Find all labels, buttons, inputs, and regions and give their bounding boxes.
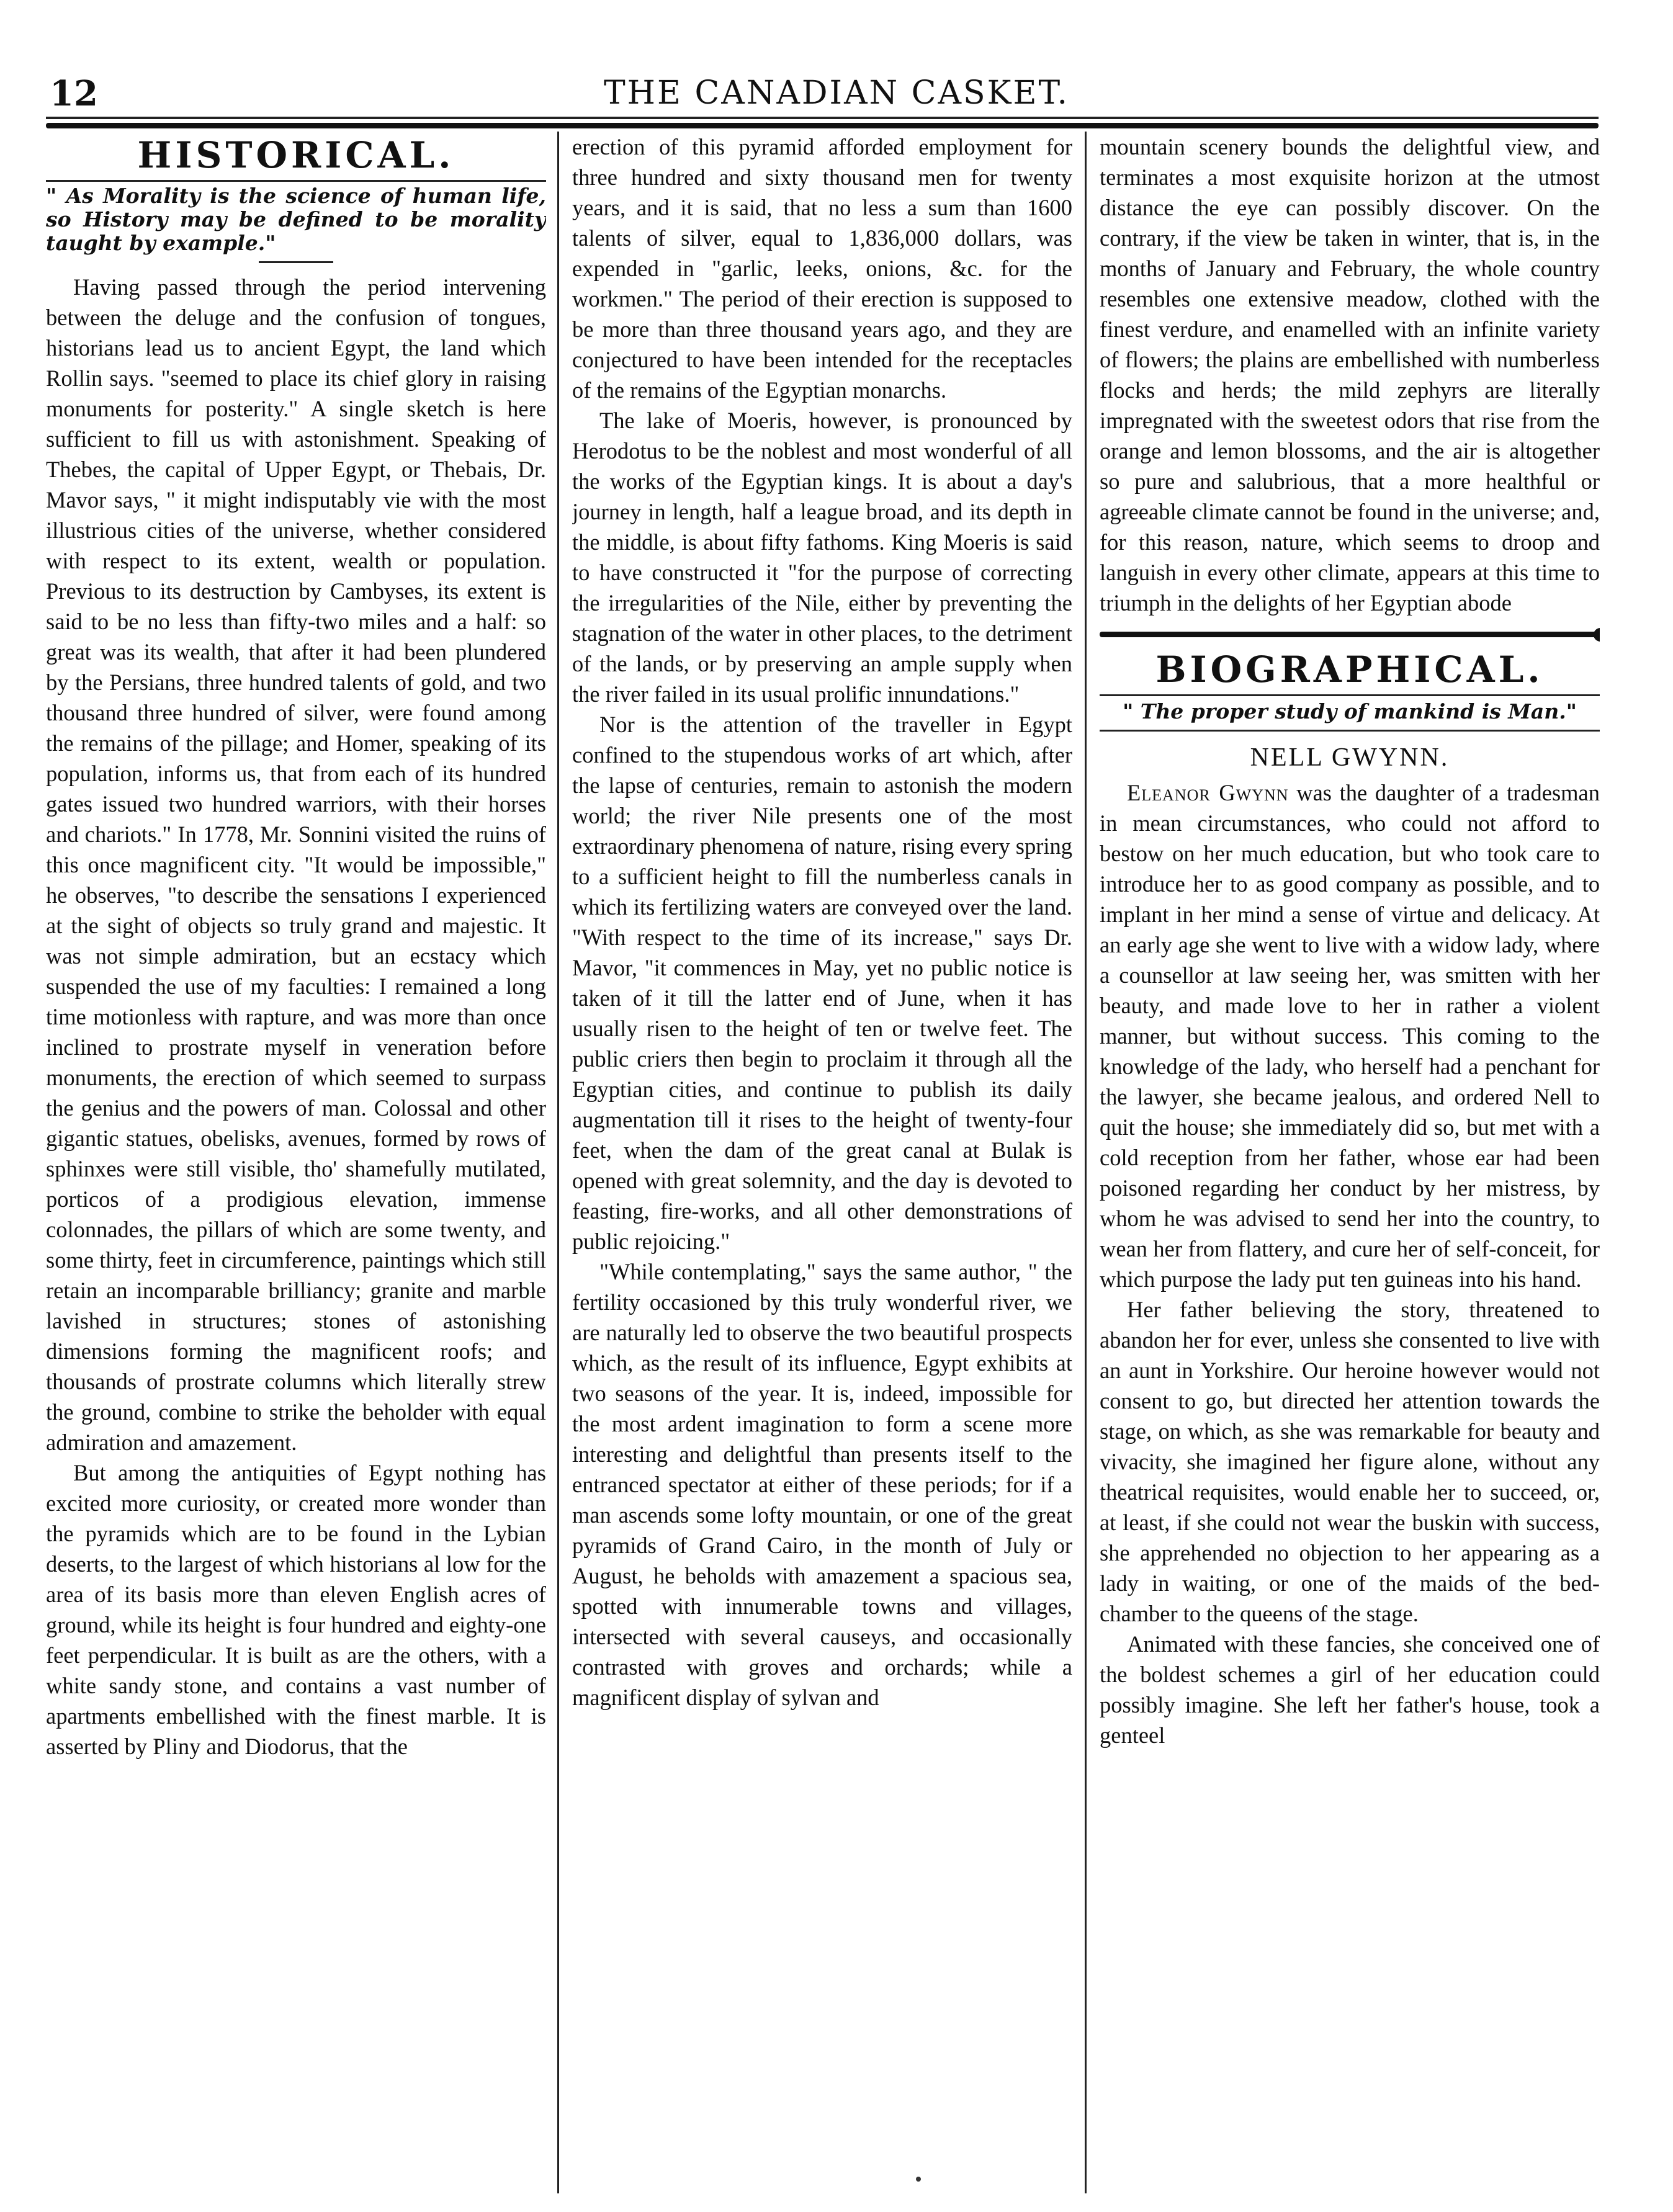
motto-separator <box>259 261 333 263</box>
historical-paragraph-5: Nor is the attention of the traveller in Egypt confined to the stupendous works of art which, after the lapse of centuries, remain to astonish the modern world; the river Nile presents one of the most extraordinary phenomena of nature, rising every spring to a sufficient height to fill the numberless canals in which its fertilizing waters are conveyed over the land. "With respect to the time of its increase," says Dr. Mavor, "it commences in May, yet no public notice is taken of it till the latter end of June, when it has usually risen to the height of ten or twelve feet. The public criers then begin to proclaim it through all the Egyptian cities, and continue to publish its daily augmentation till it rises to the height of twenty-four feet, when the dam of the great canal at Bulak is opened with great solemnity, and the day is devoted to feasting, fire-works, and all other demonstrations of public rejoicing." <box>572 712 1072 1254</box>
historical-paragraph-6: "While contemplating," says the same author, " the fertility occasioned by this truly wonderful river, we are naturally led to observe the two beautiful prospects which, as the result of its influence, Egypt exhibits at two seasons of the year. It is, indeed, impossible for the most ardent imagination to form a scene more interesting and delightful than presents itself to the entranced spectator at either of these periods; for if a man ascends some lofty mountain, or one of the great pyramids of Grand Cairo, in the month of July or August, he beholds with amazement a spacious sea, spotted with innumerable towns and villages, intersected with several causeys, and occasionally contrasted with groves and orchards; while a magnificent display of sylvan and <box>572 1259 1072 1710</box>
running-header <box>0 0 1673 124</box>
column-divider-1 <box>557 132 559 2193</box>
biographical-paragraph-1 <box>1100 777 1600 1294</box>
column-2 <box>572 132 1072 2187</box>
header-rule-thin <box>46 117 1599 119</box>
header-rule-thick <box>46 123 1599 128</box>
publication-title: THE CANADIAN CASKET. <box>603 74 1070 112</box>
column-3 <box>1100 132 1600 2187</box>
article-subject-name: NELL GWYNN. <box>1250 743 1450 772</box>
biographical-heading: BIOGRAPHICAL. <box>1155 648 1544 691</box>
column-1 <box>46 132 546 2187</box>
page-foot-mark <box>916 2177 921 2182</box>
historical-heading-rule <box>46 180 546 182</box>
section-separator-bar <box>1100 632 1600 637</box>
historical-paragraph-7: mountain scenery bounds the delightful view, and terminates a most exquisite horizon at the utmost distance the eye can possibly discover. On the contrary, if the view be taken in winter, that is, in the months of January and February, the whole country resembles one extensive meadow, clothed with the finest verdure, and enamelled with an infinite variety of flowers; the plains are embellished with numberless flocks and herds; the mild zephyrs are literally impregnated with the sweetest odors that rise from the orange and lemon blossoms, and the air is altogether so pure and salubrious, that a more healthful or agreeable climate cannot be found in the universe; and, for this reason, nature, which seems to droop and languish in every other climate, appears at this time to triumph in the delights of her Egyptian abode <box>1100 134 1600 616</box>
biographical-paragraph-3: Animated with these fancies, she conceived one of the boldest schemes a girl of her education could possibly imagine. She left her father's house, took a genteel <box>1100 1631 1600 1748</box>
historical-paragraph-1: Having passed through the period intervening between the deluge and the confusion of tongues, historians lead us to ancient Egypt, the land which Rollin says. "seemed to place its chief glory in raising monuments for posterity." A single sketch is here sufficient to fill us with astonishment. Speaking of Thebes, the capital of Upper Egypt, or Thebais, Dr. Mavor says, " it might indisputably vie with the most illustrious cities of the universe, whether considered with respect to its extent, wealth or population. Previous to its destruction by Cambyses, its extent is said to be no less than fifty-two miles and a half: so great was its wealth, that after it had been plundered by the Persians, three hundred talents of gold, and two thousand three hundred of silver, were found among the remains of the pillage; and Homer, speaking of its population, informs us, that from each of its hundred gates issued two hundred warriors, with their horses and chariots." In 1778, Mr. Sonnini visited the ruins of this once magnificent city. "It would be impossible," he observes, "to describe the sensations I experienced at the sight of objects so truly grand and majestic. It was not simple admiration, but an ecstacy which suspended the use of my faculties: I remained a long time motionless with rapture, and was more than once inclined to prostrate myself in veneration before monuments, the erection of which seemed to surpass the genius and the powers of man. Colossal and other gigantic statues, obelisks, avenues, formed by rows of sphinxes were still visible, tho' shamefully mutilated, porticos of a prodigious elevation, immense colonnades, the pillars of which are some twenty, and some thirty, feet in circumference, paintings which still retain an incomparable brilliancy; granite and marble lavished in structures; stones of astonishing dimensions forming the magnificent roofs; and thousands of prostrate columns which literally strew the ground, combine to strike the beholder with equal admiration and amazement. <box>46 274 546 1455</box>
historical-motto: " As Morality is the science of human life, so History may be defined to be morality taught by example." <box>46 184 546 255</box>
biographical-heading-rule <box>1100 694 1600 696</box>
historical-paragraph-4: The lake of Moeris, however, is pronounced by Herodotus to be the noblest and most wonderful of all the works of the Egyptian kings. It is about a day's journey in length, half a league broad, and its depth in the middle, is about fifty fathoms. King Moeris is said to have constructed it "for the purpose of correcting the irregularities of the Nile, either by preventing the stagnation of the water in other places, to the detriment of the lands, or by preserving an ample supply when the river failed in its usual prolific innundations." <box>572 408 1072 707</box>
historical-heading: HISTORICAL. <box>137 134 455 176</box>
biographical-motto: " The proper study of mankind is Man." <box>1123 699 1577 723</box>
historical-paragraph-2: But among the antiquities of Egypt nothing has excited more curiosity, or created more wonder than the pyramids which are to be found in the Lybian deserts, to the largest of which historians al low for the area of its basis more than eleven English acres of ground, while its height is four hundred and eighty-one feet perpendicular. It is built as are the others, with a white sandy stone, and contains a vast number of apartments embellished with the finest marble. It is asserted by Pliny and Diodorus, that the <box>46 1460 546 1759</box>
paragraph-lead-name: Eleanor Gwynn <box>1127 780 1289 805</box>
page-number: 12 <box>50 73 98 114</box>
column-divider-2 <box>1085 132 1087 2193</box>
biographical-paragraph-2: Her father believing the story, threatened to abandon her for ever, unless she consented to live with an aunt in Yorkshire. Our heroine however would not consent to go, but directed her attention towards the stage, on which, as she was remarkable for beauty and vivacity, she imagined her figure alone, without any theatrical requisites, would enable her to succeed, or, at least, if she could not wear the buskin with success, she apprehended no objection to her appearing as a lady in waiting, or one of the maids of the bed-chamber to the queens of the stage. <box>1100 1297 1600 1626</box>
historical-paragraph-3: erection of this pyramid afforded employment for three hundred and sixty thousand men for twenty years, and it is said, that no less a sum than 1600 talents of silver, equal to 1,836,000 dollars, was expended in "garlic, leeks, onions, &c. for the workmen." The period of their erection is supposed to be more than three thousand years ago, and they are conjectured to have been intended for the receptacles of the remains of the Egyptian monarchs. <box>572 134 1072 403</box>
paragraph-text: was the daughter of a tradesman in mean circumstances, who could not afford to bestow on her much education, but who took care to introduce her to as good company as possible, and to implant in her mind a sense of virtue and delicacy. At an early age she went to live with a widow lady, where a counsellor at law seeing her, was smitten with her beauty, and made love to her in rather a violent manner, but without success. This coming to the knowledge of the lady, who herself had a penchant for the lawyer, she became jealous, and ordered Nell to quit the house; she immediately did so, but met with a cold reception from her father, whose ear had been poisoned regarding her conduct by her mistress, by whom he was advised to send her into the country, to wean her from flattery, and cure her of self-conceit, for which purpose the lady put ten guineas into his hand. <box>1100 780 1600 1292</box>
biographical-motto-rule <box>1100 730 1600 732</box>
